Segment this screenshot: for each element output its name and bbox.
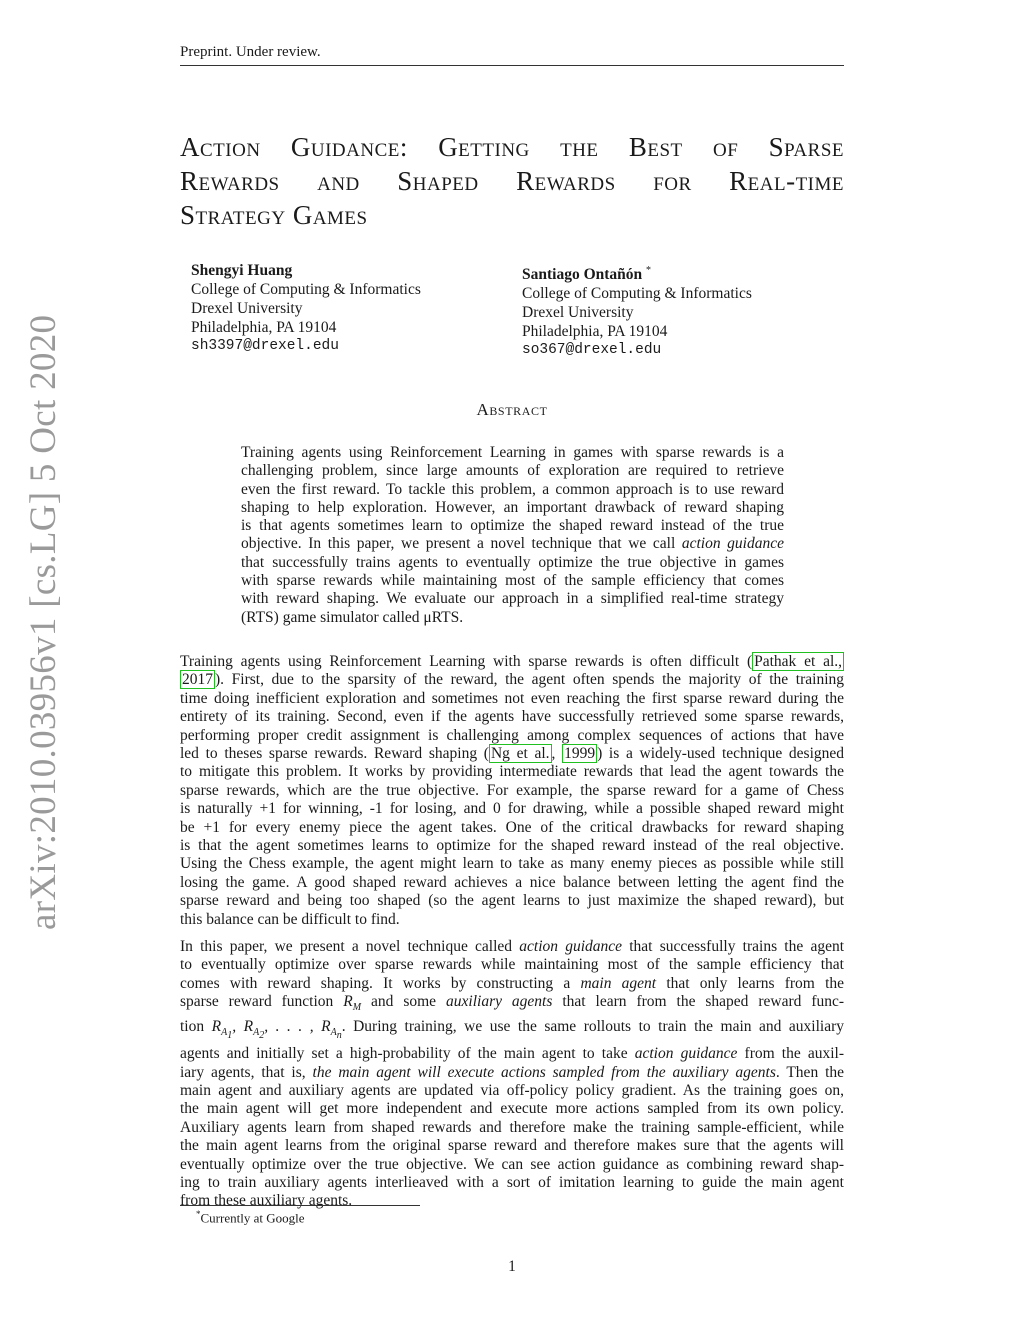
math-symbol: $R_{A_1}$, $R_{A_2}$, . . . , $R_{A_n}$ <box>211 1017 342 1041</box>
abstract-line: that successfully trains agents to eventually optimize the true objective in games <box>241 553 784 571</box>
body-line: Auxiliary agents learn from shaped rewards and therefore make the training sample-efficient, while <box>180 1118 844 1136</box>
citation-link[interactable]: 1999 <box>564 745 596 763</box>
abstract-line: shaping to help exploration. However, an important drawback of reward shaping <box>241 498 784 516</box>
body-paragraph-2 <box>180 938 844 1211</box>
footnote <box>196 1209 304 1226</box>
author-email[interactable]: sh3397@drexel.edu <box>191 338 339 354</box>
preprint-note: Preprint. Under review. <box>180 44 321 60</box>
author-email[interactable]: so367@drexel.edu <box>522 342 662 359</box>
abstract-emphasis: action guidance <box>681 535 784 553</box>
body-line-text: agents and initially set a high-probability of the main agent to take <box>180 1045 628 1063</box>
header-rule <box>180 65 844 66</box>
abstract-line-text: objective. In this paper, we present a novel technique that we call <box>241 535 676 553</box>
body-line-text: ) is a widely-used technique designed <box>597 745 844 763</box>
title-line: Action Guidance: Getting the Best of Sparse <box>180 132 844 162</box>
arxiv-identifier: arXiv:2010.03956v1 [cs.LG] 5 Oct 2020 <box>23 314 64 930</box>
citation-link[interactable]: Ng et al. <box>490 745 550 763</box>
abstract-line: is that agents sometimes learn to optimize the shaped reward instead of the true <box>241 517 784 535</box>
footnote-marker[interactable]: * <box>646 265 652 276</box>
body-line-text: comes with reward shaping. It works by constructing a <box>180 974 571 992</box>
author-block-2 <box>522 261 752 360</box>
body-line-text: that successfully trains the agent <box>629 938 845 955</box>
body-line: losing the game. A good shaped reward achieves a nice balance between letting the agent find the <box>180 873 844 891</box>
body-line <box>180 993 844 1018</box>
author-block-1 <box>191 261 421 356</box>
abstract-line: (RTS) game simulator called μRTS. <box>241 608 464 626</box>
math-symbol: $R_M$ <box>343 993 362 1014</box>
body-emphasis: main agent <box>580 974 657 992</box>
body-line: Using the Chess example, the agent might learn to take as many enemy pieces as possible while still <box>180 855 844 873</box>
body-line <box>180 1018 844 1046</box>
body-line: is naturally +1 for winning, -1 for losing, and 0 for drawing, while a possible shaped reward might <box>180 800 844 818</box>
page-number: 1 <box>508 1258 516 1275</box>
footnote-text: Currently at Google <box>200 1210 305 1226</box>
abstract-line: Training agents using Reinforcement Learning in games with sparse rewards is a <box>241 444 784 461</box>
body-line <box>180 671 844 689</box>
body-line-text: iary agents, that is, <box>180 1063 306 1081</box>
body-line-text: In this paper, we present a novel technique called <box>180 938 513 955</box>
body-line-text: Training agents using Reinforcement Learning with sparse rewards is often difficult ( <box>180 653 753 670</box>
body-line-text: ). First, due to the sparsity of the reward, the agent often spends the majority of the training <box>215 671 844 689</box>
footnote-marker: * <box>196 1209 201 1219</box>
abstract-text <box>241 444 784 627</box>
body-line-text: tion <box>180 1017 205 1035</box>
body-line-text: and some <box>371 993 437 1011</box>
body-line: time doing inefficient exploration and sometimes not even reaching the first sparse reward during the <box>180 689 844 707</box>
abstract-line: with sparse rewards while maintaining most of the sample efficiency that comes <box>241 572 784 590</box>
body-line: the main agent will get more independent and execute more actions sampled from its own policy. <box>180 1100 844 1118</box>
author-location: Philadelphia, PA 19104 <box>522 323 668 341</box>
author-university: Drexel University <box>522 304 634 322</box>
author-affiliation: College of Computing & Informatics <box>522 285 752 303</box>
body-line-text: that only learns from the <box>666 974 844 992</box>
author-location: Philadelphia, PA 19104 <box>191 319 337 336</box>
body-line: is that the agent sometimes learns to optimize for the shaped reward instead of the real objective. <box>180 837 844 855</box>
footnote-rule <box>180 1205 420 1206</box>
body-line: to mitigate this problem. It works by providing intermediate rewards that lead the agent towards the <box>180 763 844 781</box>
body-line: sparse reward and being too shaped (so the agent learns to just maximize the shaped reward), but <box>180 892 844 910</box>
body-line: be +1 for every enemy piece the agent takes. One of the critical drawbacks for reward shaping <box>180 818 844 836</box>
author-name: Shengyi Huang <box>191 262 293 279</box>
body-line: the main agent learns from the original sparse reward and therefore makes sure that the agents will <box>180 1137 844 1155</box>
title-line: Strategy Games <box>180 200 368 230</box>
author-university: Drexel University <box>191 300 303 317</box>
author-affiliation: College of Computing & Informatics <box>191 281 421 298</box>
body-emphasis: action guidance <box>634 1045 738 1063</box>
abstract-line <box>241 535 784 553</box>
body-line-text: that learn from the shaped reward func- <box>562 993 845 1011</box>
abstract-heading: Abstract <box>476 400 548 419</box>
body-emphasis: the main agent will execute actions sampled from the auxiliary agents <box>312 1063 776 1081</box>
body-line: eventually optimize over the true objective. We can see action guidance as combining reward shap- <box>180 1155 844 1173</box>
citation-link[interactable]: Pathak et al., <box>754 653 842 670</box>
body-line <box>180 938 844 956</box>
body-paragraph-1 <box>180 653 844 929</box>
body-line <box>180 745 844 763</box>
body-line <box>180 653 844 671</box>
body-emphasis: action guidance <box>519 938 623 955</box>
body-line: main agent and auxiliary agents are updated via off-policy policy gradient. As the training goes on, <box>180 1082 844 1100</box>
abstract-line: challenging problem, since large amounts of exploration are required to retrieve <box>241 462 784 480</box>
body-line: to eventually optimize over sparse rewards while maintaining most of the sample efficiency that <box>180 956 844 974</box>
body-line-text: led to theses sparse rewards. Reward shaping ( <box>180 745 489 763</box>
body-line-text: from the auxil- <box>744 1045 845 1063</box>
abstract-line: with reward shaping. We evaluate our approach in a simplified real-time strategy <box>241 590 784 608</box>
body-line: ing to train auxiliary agents interlieaved with a sort of imitation learning to guide the main agent <box>180 1174 844 1192</box>
body-line <box>180 1064 844 1082</box>
body-line-text: sparse reward function <box>180 993 334 1011</box>
author-name: Santiago Ontañón <box>522 266 643 284</box>
paper-title <box>180 130 844 232</box>
body-line-text: . During training, we use the same rollouts to train the main and auxiliary <box>341 1017 845 1035</box>
body-line: from these auxiliary agents. <box>180 1192 353 1210</box>
body-line <box>180 975 844 993</box>
body-line-text: . Then the <box>775 1063 845 1081</box>
body-line <box>180 1045 844 1063</box>
body-line: sparse rewards, which are the true objective. For example, the sparse reward for a game of Chess <box>180 781 844 799</box>
body-emphasis: auxiliary agents <box>446 993 553 1011</box>
body-line: entirety of its training. Second, even if the agents have successfully retrieved some sparse rewards, <box>180 708 844 726</box>
abstract-line: even the first reward. To tackle this problem, a common approach is to use reward <box>241 480 784 498</box>
body-line: this balance can be difficult to find. <box>180 910 400 928</box>
title-line: Rewards and Shaped Rewards for Real-time <box>180 166 844 196</box>
citation-link[interactable]: 2017 <box>182 671 213 689</box>
body-line: performing proper credit assignment is challenging among complex sequences of actions that have <box>180 726 844 744</box>
body-line-text: , <box>551 745 563 763</box>
